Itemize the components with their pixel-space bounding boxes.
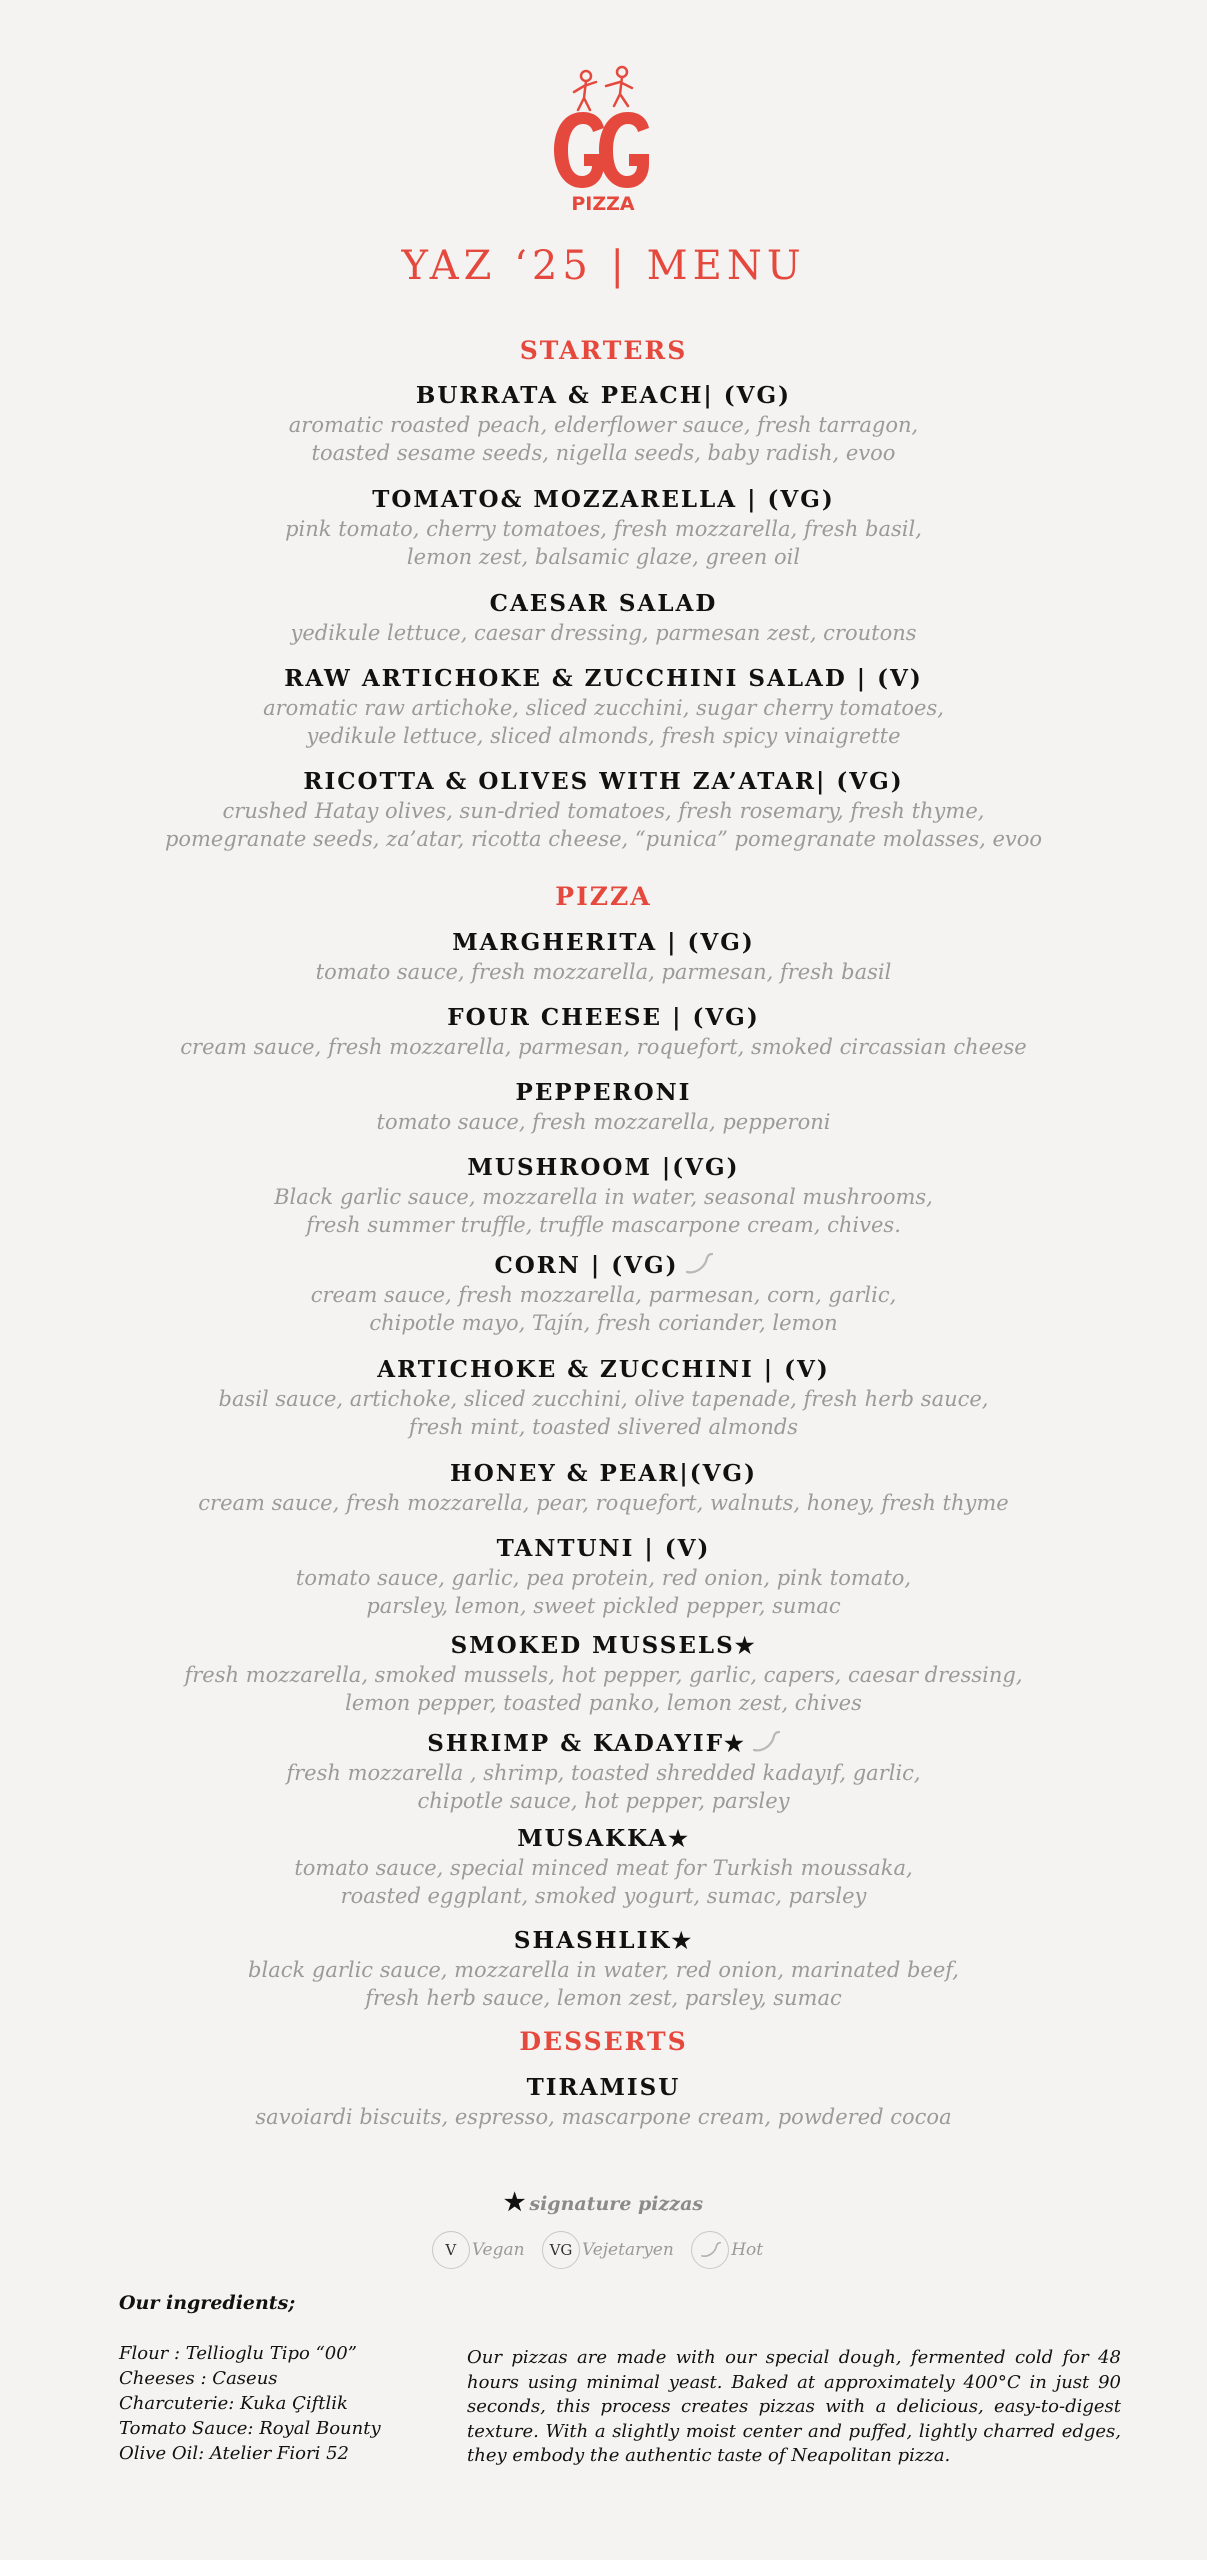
item-description-line: black garlic sauce, mozzarella in water, red onion, marinated beef, (248, 1958, 959, 1982)
signature-label: signature pizzas (529, 2193, 704, 2215)
menu-item (0, 1153, 1207, 1239)
item-description-line: cream sauce, fresh mozzarella, pear, roquefort, walnuts, honey, fresh thyme (198, 1491, 1009, 1515)
item-name-text: MARGHERITA | (VG) (452, 929, 755, 956)
section-heading-desserts: DESSERTS (519, 2027, 688, 2056)
menu-item (0, 1251, 1207, 1337)
item-description-line: chipotle sauce, hot pepper, parsley (417, 1789, 790, 1813)
hot-badge (691, 2231, 729, 2269)
chili-icon (750, 1730, 780, 1754)
item-description-line: toasted sesame seeds, nigella seeds, baby radish, evoo (311, 441, 896, 465)
item-description-line: yedikule lettuce, caesar dressing, parmesan zest, croutons (290, 621, 917, 645)
hot-label: Hot (731, 2240, 764, 2260)
item-name (0, 1153, 1207, 1183)
menu-item (0, 2073, 1207, 2131)
star-icon: ★ (734, 1633, 757, 1659)
item-description-line: fresh mozzarella, smoked mussels, hot pepper, garlic, capers, caesar dressing, (184, 1663, 1023, 1687)
item-name (0, 664, 1207, 694)
item-name (0, 1078, 1207, 1108)
item-name (0, 1824, 1207, 1854)
item-name (0, 928, 1207, 958)
menu-item (0, 1534, 1207, 1620)
item-name (0, 381, 1207, 411)
item-name (0, 1926, 1207, 1956)
menu-item (0, 1003, 1207, 1061)
item-name (0, 1003, 1207, 1033)
item-description-line: aromatic roasted peach, elderflower sauce, fresh tarragon, (288, 413, 919, 437)
item-name-text: SMOKED MUSSELS (450, 1632, 735, 1659)
item-description-line: cream sauce, fresh mozzarella, parmesan, roquefort, smoked circassian cheese (180, 1035, 1027, 1059)
item-description-line: fresh summer truffle, truffle mascarpone cream, chives. (306, 1213, 901, 1237)
star-icon: ★ (724, 1731, 746, 1757)
item-description-line: chipotle mayo, Tajín, fresh coriander, lemon (369, 1311, 838, 1335)
menu-item (0, 381, 1207, 467)
item-name-text: CAESAR SALAD (489, 590, 718, 617)
menu-item (0, 1459, 1207, 1517)
ingredient-line: Flour : Tellioglu Tipo “00” (119, 2343, 357, 2364)
item-name-text: TOMATO& MOZZARELLA | (VG) (372, 486, 835, 513)
item-name (0, 1251, 1207, 1281)
ingredient-line: Olive Oil: Atelier Fiori 52 (119, 2443, 350, 2464)
star-icon: ★ (668, 1826, 690, 1852)
menu-item (0, 1824, 1207, 1910)
item-description-line: fresh mozzarella , shrimp, toasted shredded kadayıf, garlic, (286, 1761, 921, 1785)
item-name-text: RICOTTA & OLIVES WITH ZA’ATAR| (VG) (303, 768, 904, 795)
item-description-line: tomato sauce, garlic, pea protein, red onion, pink tomato, (295, 1566, 912, 1590)
menu-item (0, 767, 1207, 853)
item-name-text: TIRAMISU (526, 2074, 681, 2101)
item-name (0, 1631, 1207, 1661)
item-name-text: MUSHROOM |(VG) (467, 1154, 740, 1181)
menu-item (0, 928, 1207, 986)
item-name-text: ARTICHOKE & ZUCCHINI | (V) (377, 1356, 830, 1383)
ingredient-line: Charcuterie: Kuka Çiftlik (119, 2393, 348, 2414)
chili-icon (683, 1252, 713, 1276)
item-name-text: CORN | (VG) (494, 1252, 679, 1279)
section-heading-pizza: PIZZA (555, 882, 652, 911)
item-description-line: aromatic raw artichoke, sliced zucchini, sugar cherry tomatoes, (263, 696, 944, 720)
item-description-line: tomato sauce, special minced meat for Turkish moussaka, (294, 1856, 913, 1880)
menu-item (0, 1078, 1207, 1136)
item-description-line: crushed Hatay olives, sun-dried tomatoes, fresh rosemary, fresh thyme, (222, 799, 985, 823)
legend-signature (0, 2187, 1207, 2216)
vegetarian-label: Vejetaryen (582, 2240, 674, 2260)
ingredient-line: Cheeses : Caseus (119, 2368, 278, 2389)
item-description-line: Black garlic sauce, mozzarella in water, seasonal mushrooms, (274, 1185, 933, 1209)
menu-item (0, 589, 1207, 647)
item-description-line: pink tomato, cherry tomatoes, fresh mozzarella, fresh basil, (285, 517, 922, 541)
item-description-line: basil sauce, artichoke, sliced zucchini, olive tapenade, fresh herb sauce, (218, 1387, 989, 1411)
item-name-text: HONEY & PEAR|(VG) (450, 1460, 757, 1487)
item-name (0, 1534, 1207, 1564)
menu-item (0, 1729, 1207, 1815)
item-name-text: TANTUNI | (V) (496, 1535, 711, 1562)
vegetarian-badge: VG (542, 2231, 580, 2269)
item-name-text: RAW ARTICHOKE & ZUCCHINI SALAD | (V) (284, 665, 923, 692)
item-description-line: lemon pepper, toasted panko, lemon zest, chives (345, 1691, 862, 1715)
item-description-line: parsley, lemon, sweet pickled pepper, sumac (366, 1594, 841, 1618)
vegan-label: Vegan (471, 2240, 525, 2260)
item-description-line: cream sauce, fresh mozzarella, parmesan, corn, garlic, (310, 1283, 897, 1307)
item-name (0, 485, 1207, 515)
star-icon: ★ (671, 1928, 694, 1954)
vegan-badge: V (432, 2231, 470, 2269)
item-description-line: pomegranate seeds, za’atar, ricotta cheese, “punica” pomegranate molasses, evoo (164, 827, 1043, 851)
ingredient-line: Tomato Sauce: Royal Bounty (119, 2418, 381, 2439)
chili-icon (699, 2239, 721, 2261)
item-description-line: lemon zest, balsamic glaze, green oil (406, 545, 801, 569)
menu-item (0, 1926, 1207, 2012)
item-description-line: fresh herb sauce, lemon zest, parsley, sumac (365, 1986, 842, 2010)
menu-title: YAZ ‘25 | MENU (401, 243, 806, 289)
item-name-text: PEPPERONI (515, 1079, 692, 1106)
menu-item (0, 1355, 1207, 1441)
item-name (0, 1355, 1207, 1385)
menu-item (0, 485, 1207, 571)
section-heading-starters: STARTERS (519, 336, 688, 365)
item-description-line: savoiardi biscuits, espresso, mascarpone cream, powdered cocoa (255, 2105, 952, 2129)
menu-item (0, 1631, 1207, 1717)
item-description-line: tomato sauce, fresh mozzarella, parmesan, fresh basil (315, 960, 892, 984)
item-name (0, 767, 1207, 797)
item-name-text: SHASHLIK (513, 1927, 672, 1954)
logo-text: PIZZA (571, 193, 635, 214)
item-name (0, 1729, 1207, 1759)
item-name (0, 589, 1207, 619)
item-name-text: FOUR CHEESE | (VG) (447, 1004, 760, 1031)
item-description-line: tomato sauce, fresh mozzarella, pepperoni (376, 1110, 831, 1134)
item-name (0, 2073, 1207, 2103)
item-name (0, 1459, 1207, 1489)
ingredients-list (119, 2341, 381, 2466)
item-name-text: MUSAKKA (517, 1825, 669, 1852)
item-description-line: fresh mint, toasted slivered almonds (408, 1415, 799, 1439)
legend-row (0, 2231, 1207, 2269)
dough-description: Our pizzas are made with our special dough, fermented cold for 48 hours using minimal yeast. Baked at approximately 400°C in just 90 seconds, this process creates pizzas with a delicious, easy-to-digest texture. With a slightly moist center and puffed, lightly charred edges, they embody the authentic taste of Neapolitan pizza. (467, 2347, 1121, 2466)
menu-item (0, 664, 1207, 750)
item-description-line: yedikule lettuce, sliced almonds, fresh spicy vinaigrette (306, 724, 901, 748)
item-description-line: roasted eggplant, smoked yogurt, sumac, parsley (340, 1884, 867, 1908)
item-name-text: BURRATA & PEACH| (VG) (415, 382, 792, 409)
star-icon: ★ (503, 2187, 526, 2216)
gg-pizza-logo (548, 64, 658, 214)
item-name-text: SHRIMP & KADAYIF (427, 1730, 725, 1757)
ingredients-heading: Our ingredients; (119, 2292, 296, 2314)
